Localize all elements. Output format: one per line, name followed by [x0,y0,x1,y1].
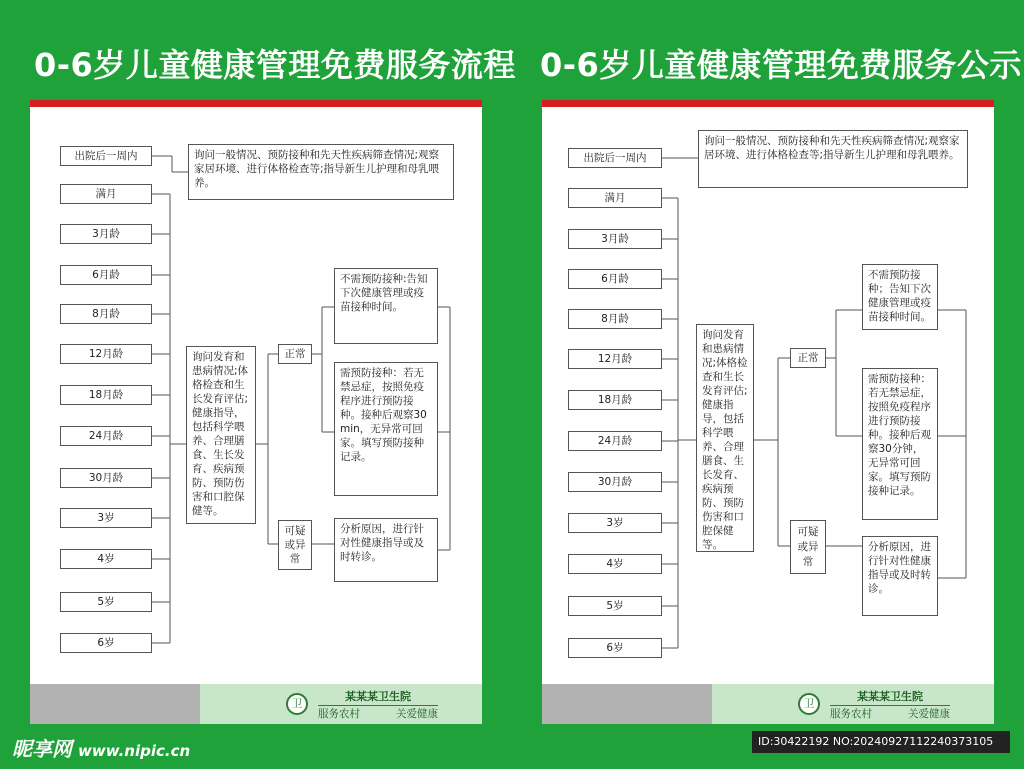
normal-result-box: 正常 [278,344,312,364]
left-page-title: 0-6岁儿童健康管理免费服务流程 [34,46,516,84]
hospital-logo-icon: 卫 [286,693,308,715]
age-box-6-years: 6岁 [60,633,152,653]
analysis-referral-box: 分析原因，进行针对性健康指导或及时转诊。 [334,518,438,582]
age-box-neonatal: 出院后一周内 [568,148,662,168]
age-box-6-months: 6月龄 [568,269,662,289]
slogan-right: 关爱健康 [396,708,438,720]
age-box-6-years: 6岁 [568,638,662,658]
analysis-referral-box: 分析原因，进行针对性健康指导或及时转诊。 [862,536,938,616]
checkup-guidance-box: 询问发育和患病情况;体格检查和生长发育评估;健康指导，包括科学喂养、合理膳食、生长发育、疾病预防、预防伤害和口腔保健等。 [186,346,256,524]
normal-result-box: 正常 [790,348,826,368]
no-vaccine-box: 不需预防接种；告知下次健康管理或疫苗接种时间。 [862,264,938,330]
hospital-slogan [830,706,950,721]
right-flowchart-panel [542,100,994,724]
age-box-12-months: 12月龄 [60,344,152,364]
age-box-4-years: 4岁 [568,554,662,574]
right-flowchart [542,100,994,684]
right-page-title: 0-6岁儿童健康管理免费服务公示 [540,46,1022,84]
hospital-logo-icon: 卫 [798,693,820,715]
age-box-5-years: 5岁 [60,592,152,612]
age-box-24-months: 24月龄 [568,431,662,451]
age-box-4-years: 4岁 [60,549,152,569]
checkup-guidance-box: 询问发育和患病情况;体格检查和生长发育评估;健康指导，包括科学喂养、合理膳食、生长发育、疾病预防、预防伤害和口腔保健等。 [696,324,754,552]
first-visit-box: 询问一般情况、预防接种和先天性疾病筛查情况;观察家居环境、进行体格检查等;指导新生儿护理和母乳喂养。 [698,130,968,188]
slogan-left: 服务农村 [830,708,872,720]
hospital-slogan [318,706,438,721]
age-box-12-months: 12月龄 [568,349,662,369]
age-box-6-months: 6月龄 [60,265,152,285]
age-box-24-months: 24月龄 [60,426,152,446]
age-box-30-months: 30月龄 [60,468,152,488]
abnormal-result-box: 可疑或异常 [278,520,312,570]
need-vaccine-box: 需预防接种：若无禁忌症，按照免疫程序进行预防接种。接种后观察30分钟，无异常可回家。填写预防接种记录。 [862,368,938,520]
watermark-url: www.nipic.cn [78,742,191,760]
age-box-3-months: 3月龄 [568,229,662,249]
age-box-5-years: 5岁 [568,596,662,616]
age-box-3-months: 3月龄 [60,224,152,244]
age-box-1-month: 满月 [568,188,662,208]
hospital-name: 某某某卫生院 [830,688,950,706]
footer-hospital-block [712,684,994,724]
age-box-8-months: 8月龄 [60,304,152,324]
no-vaccine-box: 不需预防接种:告知下次健康管理或疫苗接种时间。 [334,268,438,344]
footer-hospital-block [200,684,482,724]
slogan-left: 服务农村 [318,708,360,720]
left-flowchart [30,100,482,684]
slogan-right: 关爱健康 [908,708,950,720]
footer-grey-block [30,684,200,724]
abnormal-result-box: 可疑或异常 [790,520,826,574]
footer-grey-block [542,684,712,724]
age-box-3-years: 3岁 [568,513,662,533]
age-box-8-months: 8月龄 [568,309,662,329]
age-box-3-years: 3岁 [60,508,152,528]
hospital-name: 某某某卫生院 [318,688,438,706]
site-watermark [12,733,190,762]
first-visit-box: 询问一般情况、预防接种和先天性疾病筛查情况;观察家居环境、进行体格检查等;指导新生儿护理和母乳喂养。 [188,144,454,200]
age-box-neonatal: 出院后一周内 [60,146,152,166]
age-box-18-months: 18月龄 [60,385,152,405]
image-id-bar: ID:30422192 NO:20240927112240373105 [752,731,1010,753]
need-vaccine-box: 需预防接种：若无禁忌症，按照免疫程序进行预防接种。接种后观察30min，无异常可回家。填写预防接种记录。 [334,362,438,496]
age-box-18-months: 18月龄 [568,390,662,410]
age-box-30-months: 30月龄 [568,472,662,492]
left-flowchart-panel [30,100,482,724]
age-box-1-month: 满月 [60,184,152,204]
watermark-brand: 昵享网 [12,737,72,761]
